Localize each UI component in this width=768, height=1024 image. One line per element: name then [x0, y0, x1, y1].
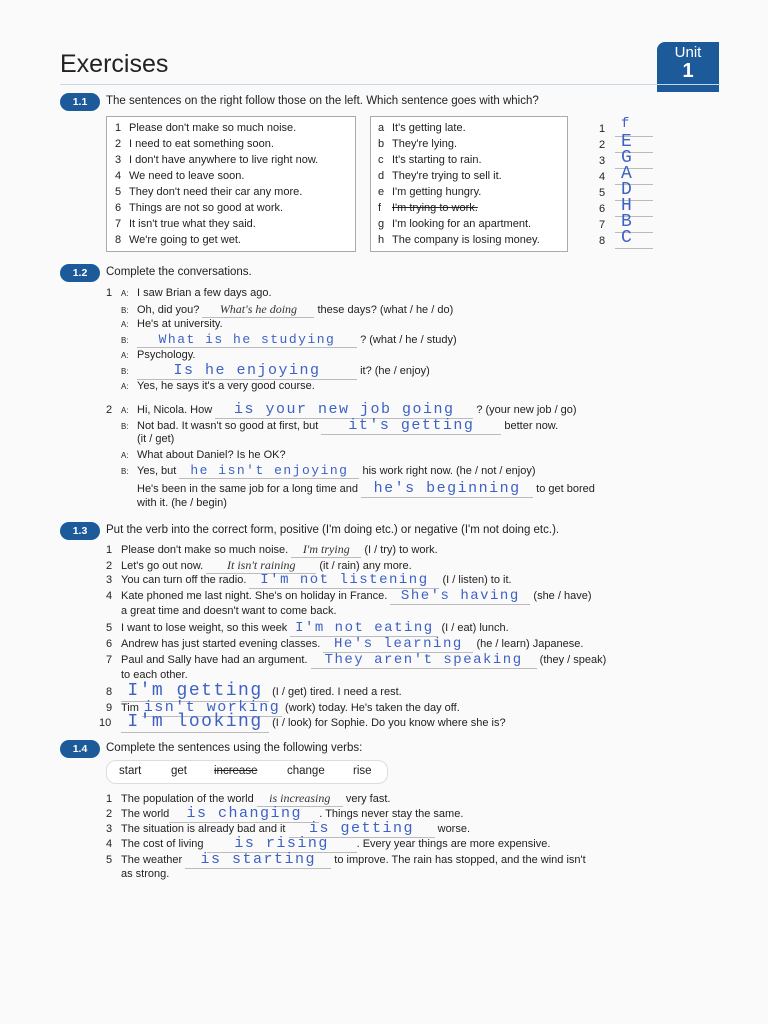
- exercise-instruction-1-4: Complete the sentences using the following verbs:: [106, 742, 363, 754]
- left-sentence: 8 We're going to get wet.: [115, 234, 241, 246]
- dialogue-line: 2 A: Hi, Nicola. How is your new job going ? (your new job / go): [106, 401, 577, 418]
- exercise-item: 5 The weather is starting to improve. The rain has stopped, and the wind isn't: [106, 851, 586, 868]
- dialogue-line: A: He's at university.: [121, 318, 223, 330]
- dialogue-line: B: Oh, did you? What's he doing these days? (what / he / do): [121, 302, 454, 316]
- exercise-instruction-1-2: Complete the conversations.: [106, 266, 252, 278]
- right-sentence: d They're trying to sell it.: [378, 170, 502, 182]
- exercise-item: 3 The situation is already bad and it is getting worse.: [106, 820, 471, 837]
- verb-option: change: [287, 765, 325, 777]
- verb-bank: [106, 760, 388, 784]
- answer-letter: B: [621, 212, 632, 232]
- answer-blank: he's beginning: [361, 480, 533, 498]
- answer-blank: I'm not listening: [249, 572, 439, 589]
- right-sentence: b They're lying.: [378, 138, 458, 150]
- verb-option: rise: [353, 765, 372, 777]
- answer-blank: They aren't speaking: [311, 652, 537, 669]
- answer-letter: C: [621, 228, 632, 248]
- left-sentence: 6 Things are not so good at work.: [115, 202, 284, 214]
- answer-number: 3: [599, 155, 606, 167]
- exercise-item: 2 The world is changing . Things never stay the same.: [106, 805, 464, 822]
- answer-number: 2: [599, 139, 606, 151]
- answer-blank: is rising: [207, 835, 357, 853]
- dialogue-line: B: What is he studying ? (what / he / study): [121, 332, 457, 347]
- exercise-instruction-1-1: The sentences on the right follow those on the left. Which sentence goes with which?: [106, 95, 539, 107]
- left-sentence: 1 Please don't make so much noise.: [115, 122, 297, 134]
- answer-blank: is starting: [185, 851, 331, 869]
- exercise-item: 3 You can turn off the radio. I'm not listening (I / listen) to it.: [106, 572, 512, 588]
- dialogue-line: A: Yes, he says it's a very good course.: [121, 380, 315, 392]
- answer-blank: isn't working: [143, 699, 281, 716]
- exercise-badge-1-1: 1.1: [60, 93, 100, 111]
- answer-number: 8: [599, 235, 606, 247]
- answer-blank: She's having: [390, 588, 530, 605]
- exercise-item: 6 Andrew has just started evening classes. He's learning (he / learn) Japanese.: [106, 636, 584, 652]
- dialogue-line: B: Yes, but he isn't enjoying his work right now. (he / not / enjoy): [121, 463, 536, 478]
- right-sentence: h The company is losing money.: [378, 234, 540, 246]
- left-sentence: 7 It isn't true what they said.: [115, 218, 256, 230]
- left-sentence: 3 I don't have anywhere to live right now.: [115, 154, 319, 166]
- answer-blank: I'm looking: [121, 712, 269, 733]
- answer-letter: E: [621, 132, 632, 152]
- answer-blank: is getting: [289, 820, 435, 838]
- unit-number: 1: [682, 60, 694, 82]
- answer-blank: he isn't enjoying: [179, 463, 359, 479]
- left-sentence: 4 We need to leave soon.: [115, 170, 245, 182]
- exercise-badge-1-4: 1.4: [60, 740, 100, 758]
- answer-letter: G: [621, 148, 632, 168]
- answer-number: 7: [599, 219, 606, 231]
- exercise-item-continuation: to each other.: [121, 669, 188, 681]
- exercise-item: 1 Please don't make so much noise. I'm trying (I / try) to work.: [106, 542, 438, 556]
- exercise-item: 2 Let's go out now. It isn't raining (it / rain) any more.: [106, 558, 412, 572]
- page-title: Exercises: [60, 50, 169, 78]
- exercise-item-continuation: as strong.: [121, 868, 170, 880]
- title-divider: [60, 84, 720, 85]
- right-sentence: g I'm looking for an apartment.: [378, 218, 532, 230]
- exercise-instruction-1-3: Put the verb into the correct form, positive (I'm doing etc.) or negative (I'm not doing etc.).: [106, 524, 560, 536]
- right-sentence: a It's getting late.: [378, 122, 466, 134]
- answer-letter: f: [621, 116, 630, 132]
- answer-number: 4: [599, 171, 606, 183]
- exercise-badge-1-3: 1.3: [60, 522, 100, 540]
- answer-blank: it's getting: [321, 417, 501, 435]
- right-sentence: e I'm getting hungry.: [378, 186, 482, 198]
- verb-option-used: increase: [214, 765, 258, 777]
- exercise-item: 4 Kate phoned me last night. She's on holiday in France. She's having (she / have): [106, 588, 592, 604]
- answer-blank: He's learning: [323, 636, 473, 653]
- exercise-item: 9 Tim isn't working (work) today. He's taken the day off.: [106, 699, 460, 716]
- dialogue-line: (it / get): [137, 433, 175, 445]
- exercise-item: 7 Paul and Sally have had an argument. They aren't speaking (they / speak): [106, 652, 607, 668]
- exercise-item: 10 I'm looking (I / look) for Sophie. Do you know where she is?: [99, 712, 506, 732]
- answer-blank: What is he studying: [137, 332, 357, 348]
- verb-option: start: [119, 765, 142, 777]
- answer-letter: A: [621, 164, 632, 184]
- dialogue-line: A: What about Daniel? Is he OK?: [121, 449, 286, 461]
- exercise-badge-1-2: 1.2: [60, 264, 100, 282]
- dialogue-line: B: Is he enjoying it? (he / enjoy): [121, 362, 430, 379]
- answer-blank: I'm getting: [121, 681, 269, 702]
- dialogue-line: He's been in the same job for a long time and he's beginning to get bored: [137, 480, 595, 497]
- left-sentence: 5 They don't need their car any more.: [115, 186, 303, 198]
- verb-option: get: [171, 765, 187, 777]
- dialogue-line: with it. (he / begin): [137, 497, 227, 509]
- answer-blank: It isn't raining: [206, 558, 316, 574]
- answer-blank: I'm not eating: [290, 620, 438, 637]
- exercise-item-continuation: a great time and doesn't want to come back.: [121, 605, 337, 617]
- exercise-item: 5 I want to lose weight, so this week I'm not eating (I / eat) lunch.: [106, 620, 509, 636]
- answer-blank: Is he enjoying: [137, 362, 357, 380]
- left-sentence: 2 I need to eat something soon.: [115, 138, 274, 150]
- answer-blank: is increasing: [257, 791, 343, 807]
- answer-blank: What's he doing: [202, 302, 314, 318]
- exercise-item: 8 I'm getting (I / get) tired. I need a rest.: [106, 681, 402, 701]
- right-sentence: f I'm trying to work.: [378, 202, 478, 214]
- right-sentences-box: [370, 116, 568, 252]
- answer-line: [615, 248, 653, 249]
- answer-letter: D: [621, 180, 632, 200]
- answer-number: 1: [599, 123, 606, 135]
- answer-number: 5: [599, 187, 606, 199]
- dialogue-line: A: Psychology.: [121, 349, 196, 361]
- right-sentence: c It's starting to rain.: [378, 154, 482, 166]
- left-sentences-box: [106, 116, 356, 252]
- answer-number: 6: [599, 203, 606, 215]
- answer-blank: is your new job going: [215, 401, 473, 419]
- answer-blank: is changing: [169, 805, 319, 823]
- dialogue-line: B: Not bad. It wasn't so good at first, but it's getting better now.: [121, 417, 559, 434]
- exercise-item: 4 The cost of living is rising . Every year things are more expensive.: [106, 835, 551, 852]
- answer-blank: I'm trying: [291, 542, 361, 558]
- exercise-item: 1 The population of the world is increasing very fast.: [106, 791, 391, 805]
- answer-letter: H: [621, 196, 632, 216]
- dialogue-line: 1 A: I saw Brian a few days ago.: [106, 287, 272, 299]
- unit-label: Unit: [674, 44, 702, 61]
